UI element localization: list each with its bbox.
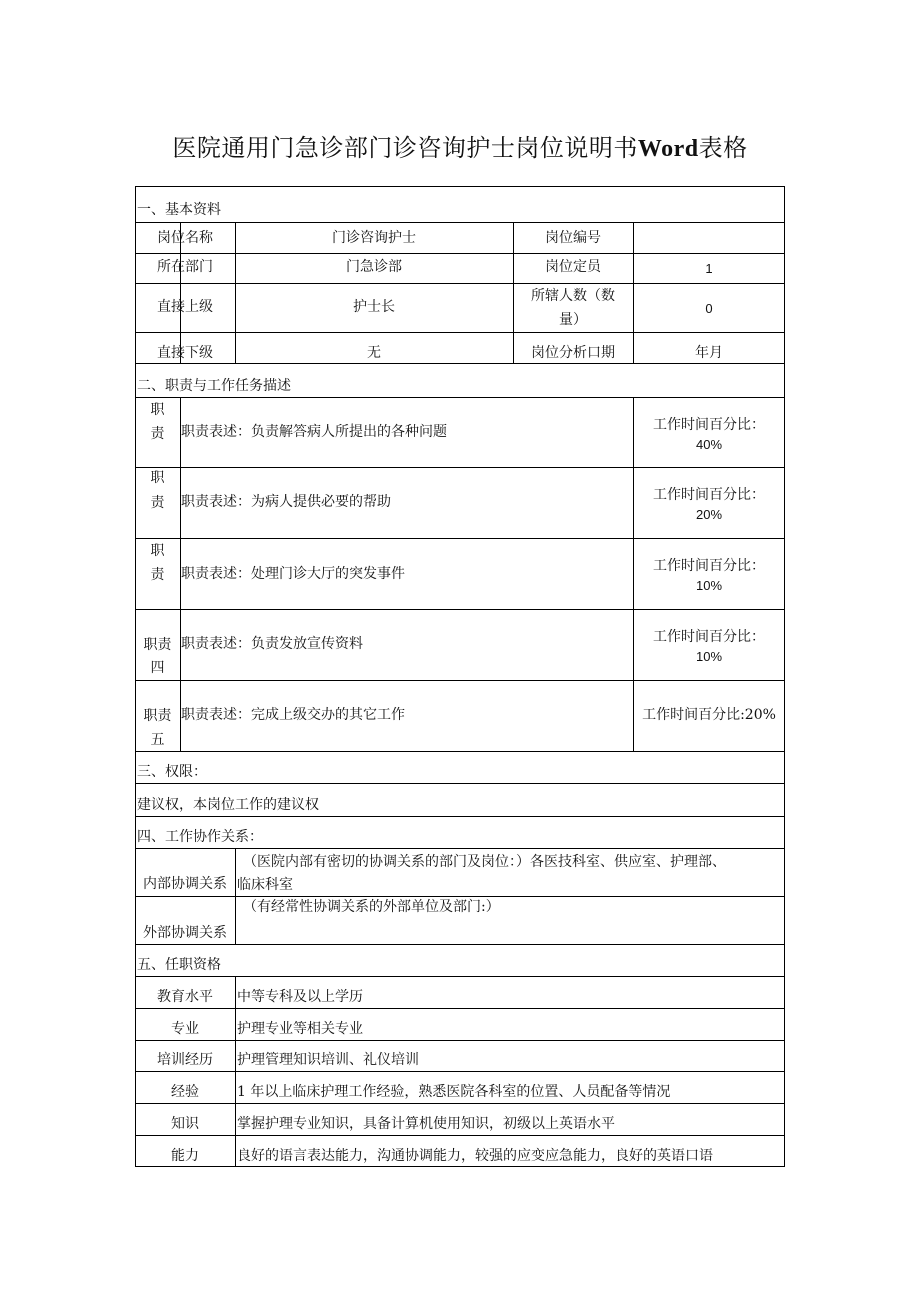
duty-time-share-value: 10% xyxy=(695,578,723,593)
duty-description: 职责表述：负责解答病人所提出的各种问题 xyxy=(181,424,447,440)
label-subordinates-count-line2: 量） xyxy=(559,312,587,328)
divider xyxy=(135,253,785,254)
qualification-label: 培训经历 xyxy=(157,1052,213,1068)
external-coordination-label: 外部协调关系 xyxy=(143,925,227,941)
divider xyxy=(135,1071,785,1072)
internal-coordination-label: 内部协调关系 xyxy=(143,876,227,892)
value-analysis-date: 年月 xyxy=(695,345,723,361)
label-position-name: 岗位名称 xyxy=(157,230,213,246)
section-duties-header: 二、职责与工作任务描述 xyxy=(137,378,291,394)
divider xyxy=(135,1135,785,1136)
divider xyxy=(135,751,785,752)
qualification-value: 中等专科及以上学历 xyxy=(237,989,363,1005)
divider xyxy=(135,680,785,681)
divider xyxy=(135,609,785,610)
qualification-label: 能力 xyxy=(171,1148,199,1164)
duty-label-line2: 责 xyxy=(150,495,165,511)
label-analysis-date: 岗位分析口期 xyxy=(531,345,615,361)
duty-description: 职责表述：负责发放宣传资料 xyxy=(181,636,363,652)
duty-time-share-label: 工作时间百分比： xyxy=(653,417,765,433)
qualification-value: 护理管理知识培训、礼仪培训 xyxy=(237,1052,419,1068)
divider xyxy=(135,283,785,284)
section-authority-header: 三、权限： xyxy=(137,764,207,780)
value-direct-superior: 护士长 xyxy=(353,299,395,315)
duty-label-line1: 职 xyxy=(150,470,165,486)
duty-time-share: 工作时间百分比:20% xyxy=(642,707,776,723)
duty-description: 职责表述：完成上级交办的其它工作 xyxy=(181,707,405,723)
divider xyxy=(633,222,634,363)
divider xyxy=(135,222,785,223)
duty-time-share-label: 工作时间百分比： xyxy=(653,629,765,645)
qualification-value: 掌握护理专业知识，具备计算机使用知识，初级以上英语水平 xyxy=(237,1116,615,1132)
qualification-value: 护理专业等相关专业 xyxy=(237,1021,363,1037)
qualification-value: 良好的语言表达能力，沟通协调能力，较强的应变应急能力，良好的英语口语 xyxy=(237,1148,713,1164)
duty-label-line2: 责 xyxy=(150,426,165,442)
duty-time-share-value: 40% xyxy=(695,437,723,452)
authority-content: 建议权，本岗位工作的建议权 xyxy=(137,797,319,813)
duty-description: 职责表述：为病人提供必要的帮助 xyxy=(181,494,391,510)
title-word: Word xyxy=(637,136,699,162)
qualification-label: 知识 xyxy=(171,1116,199,1132)
divider xyxy=(135,896,785,897)
duty-label-line1: 职 xyxy=(150,543,165,559)
divider xyxy=(135,944,785,945)
value-position-name: 门诊咨询护士 xyxy=(332,230,416,246)
qualification-label: 教育水平 xyxy=(157,989,213,1005)
internal-coordination-line2: 临床科室 xyxy=(237,877,293,893)
duty-label-line1: 职 xyxy=(150,402,165,418)
table-frame xyxy=(135,186,785,1167)
label-direct-subordinate: 直接下级 xyxy=(157,345,213,361)
duty-label-line2: 四 xyxy=(150,660,165,676)
qualification-label: 经验 xyxy=(171,1084,199,1100)
divider xyxy=(135,1008,785,1009)
duty-time-share-value: 10% xyxy=(695,649,723,664)
label-headcount: 岗位定员 xyxy=(545,259,601,275)
qualification-label: 专业 xyxy=(171,1021,199,1037)
duty-label-line1: 职责 xyxy=(143,708,172,724)
duty-label-line1: 职责 xyxy=(143,637,172,653)
divider xyxy=(135,467,785,468)
section-collaboration-header: 四、工作协作关系： xyxy=(137,829,263,845)
label-position-number: 岗位编号 xyxy=(545,230,601,246)
value-department: 门急诊部 xyxy=(346,259,402,275)
divider xyxy=(135,848,785,849)
label-direct-superior: 直接上级 xyxy=(157,299,213,315)
qualification-value: 1 年以上临床护理工作经验，熟悉医院各科室的位置、人员配备等情况 xyxy=(237,1084,671,1100)
divider xyxy=(135,976,785,977)
section-qualifications-header: 五、任职资格 xyxy=(137,957,221,973)
divider xyxy=(135,1103,785,1104)
title-tail: 表格 xyxy=(698,134,748,162)
divider xyxy=(135,397,785,398)
title-main: 医院通用门急诊部门诊咨询护士岗位说明书 xyxy=(172,134,638,162)
duty-time-share-label: 工作时间百分比： xyxy=(653,558,765,574)
external-coordination-line1: （有经常性协调关系的外部单位及部门:） xyxy=(243,899,500,915)
divider xyxy=(135,538,785,539)
duty-description: 职责表述：处理门诊大厅的突发事件 xyxy=(181,566,405,582)
duty-label-line2: 五 xyxy=(150,732,165,748)
document-title xyxy=(0,128,920,163)
duty-label-line2: 责 xyxy=(150,567,165,583)
divider xyxy=(135,1040,785,1041)
label-subordinates-count-line1: 所辖人数（数 xyxy=(531,288,615,304)
label-department: 所在部门 xyxy=(157,259,213,275)
divider xyxy=(135,332,785,333)
value-headcount: 1 xyxy=(705,261,713,276)
duty-time-share-label: 工作时间百分比： xyxy=(653,487,765,503)
divider xyxy=(135,363,785,364)
divider xyxy=(135,783,785,784)
divider xyxy=(135,816,785,817)
duty-time-share-value: 20% xyxy=(695,507,723,522)
internal-coordination-line1: （医院内部有密切的协调关系的部门及岗位：）各医技科室、供应室、护理部、 xyxy=(243,854,726,870)
value-subordinates-count: 0 xyxy=(705,301,713,316)
section-basic-info-header: 一、基本资料 xyxy=(137,202,221,218)
value-direct-subordinate: 无 xyxy=(367,345,381,361)
